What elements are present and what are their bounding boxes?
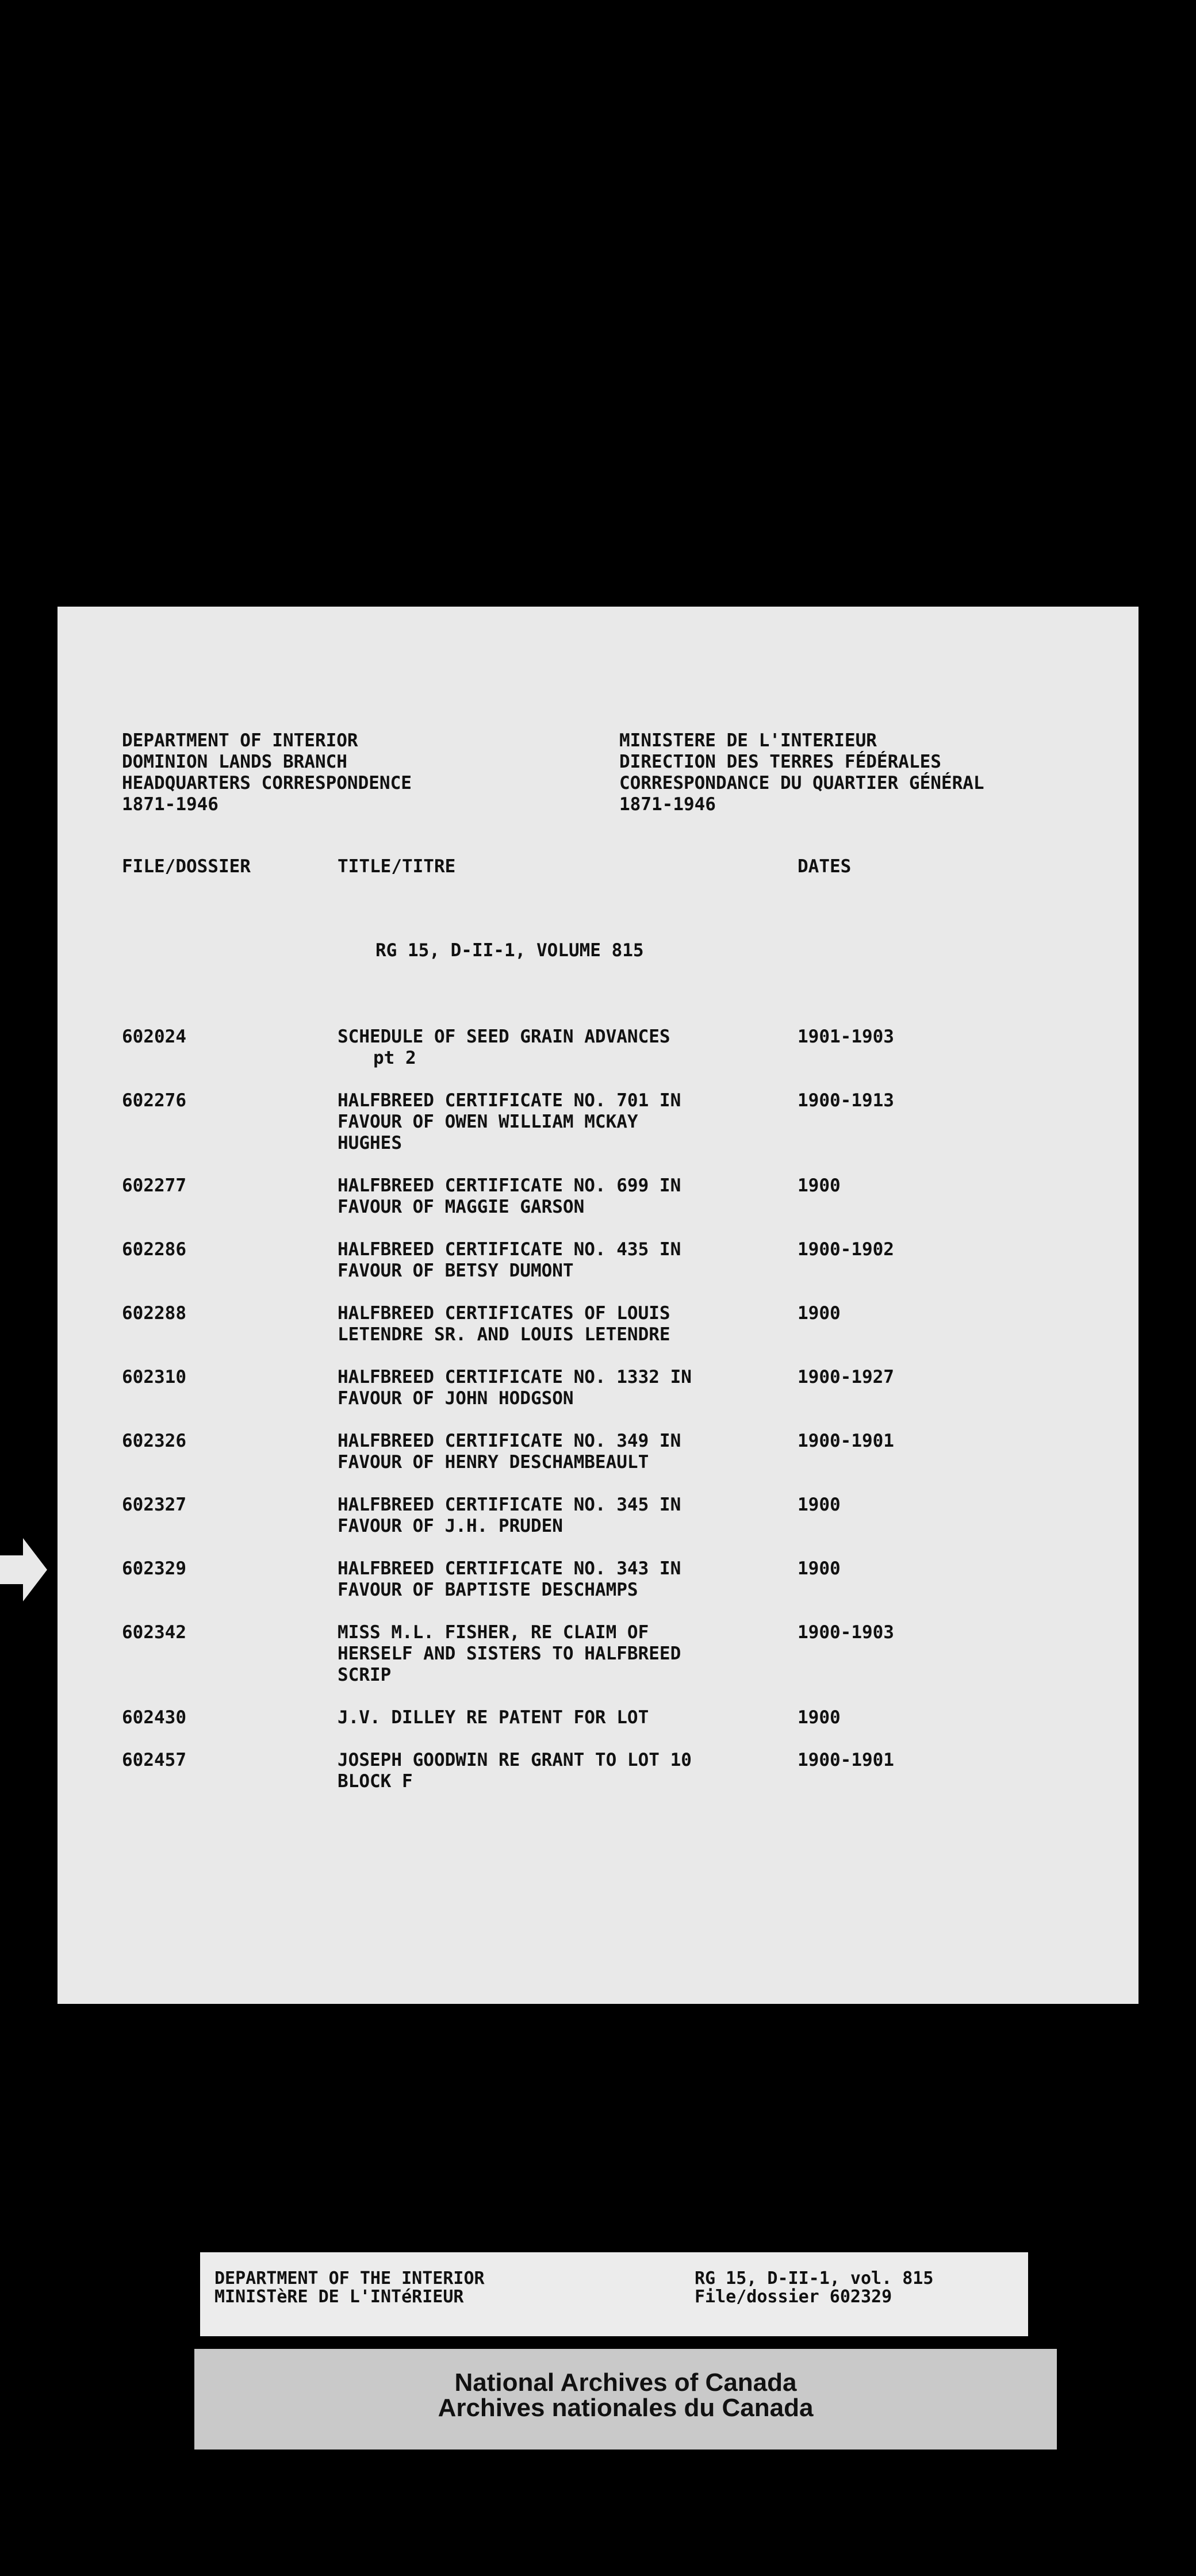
title-line: HUGHES xyxy=(338,1133,402,1153)
document-sheet xyxy=(57,607,1138,2004)
label-line: DEPARTMENT OF THE INTERIOR xyxy=(214,2268,485,2288)
file-title xyxy=(338,1558,786,1601)
column-header-title: TITLE/TITRE xyxy=(338,856,456,877)
header-french xyxy=(619,730,984,815)
title-line: HALFBREED CERTIFICATE NO. 345 IN xyxy=(338,1494,681,1515)
pointer-arrow-icon xyxy=(0,1538,47,1601)
archive-name-english: National Archives of Canada xyxy=(454,2368,797,2397)
title-line: FAVOUR OF BAPTISTE DESCHAMPS xyxy=(338,1580,638,1600)
title-line: pt 2 xyxy=(373,1048,416,1068)
file-number: 602310 xyxy=(122,1367,186,1387)
file-dates: 1900 xyxy=(798,1494,841,1515)
title-line: SCHEDULE OF SEED GRAIN ADVANCES xyxy=(338,1026,670,1047)
table-row xyxy=(57,1239,1138,1282)
label-line: MINISTèRE DE L'INTéRIEUR xyxy=(214,2287,464,2307)
title-line: HALFBREED CERTIFICATE NO. 701 IN xyxy=(338,1090,681,1111)
file-title xyxy=(338,1026,786,1069)
file-title xyxy=(338,1090,786,1154)
file-title xyxy=(338,1622,786,1686)
table-row xyxy=(57,1750,1138,1792)
column-header-file: FILE/DOSSIER xyxy=(122,856,251,877)
file-number: 602024 xyxy=(122,1026,186,1047)
title-line: HALFBREED CERTIFICATE NO. 1332 IN xyxy=(338,1367,692,1387)
file-title xyxy=(338,1303,786,1346)
file-number: 602327 xyxy=(122,1494,186,1515)
file-dates: 1901-1903 xyxy=(798,1026,894,1047)
title-line: HERSELF AND SISTERS TO HALFBREED xyxy=(338,1643,681,1664)
header-line: DIRECTION DES TERRES FÉDÉRALES xyxy=(619,752,941,772)
label-line: File/dossier 602329 xyxy=(695,2287,892,2307)
archive-banner xyxy=(194,2349,1057,2450)
title-line: FAVOUR OF OWEN WILLIAM MCKAY xyxy=(338,1111,638,1132)
header-line: 1871-1946 xyxy=(122,794,218,815)
archive-name-french: Archives nationales du Canada xyxy=(438,2394,814,2422)
title-line: LETENDRE SR. AND LOUIS LETENDRE xyxy=(338,1324,670,1345)
table-row xyxy=(57,1026,1138,1069)
title-line: FAVOUR OF HENRY DESCHAMBEAULT xyxy=(338,1452,649,1473)
file-number: 602326 xyxy=(122,1431,186,1451)
file-list xyxy=(57,1026,1138,1814)
header-english xyxy=(122,730,412,815)
file-number: 602286 xyxy=(122,1239,186,1260)
file-dates: 1900 xyxy=(798,1175,841,1196)
header-line: HEADQUARTERS CORRESPONDENCE xyxy=(122,773,412,793)
title-line: JOSEPH GOODWIN RE GRANT TO LOT 10 xyxy=(338,1750,692,1770)
file-title xyxy=(338,1367,786,1409)
header-line: DEPARTMENT OF INTERIOR xyxy=(122,730,358,751)
table-row xyxy=(57,1622,1138,1686)
file-dates: 1900-1927 xyxy=(798,1367,894,1387)
table-row xyxy=(57,1367,1138,1409)
header-line: CORRESPONDANCE DU QUARTIER GÉNÉRAL xyxy=(619,773,984,793)
file-dates: 1900 xyxy=(798,1303,841,1324)
file-dates: 1900-1903 xyxy=(798,1622,894,1643)
file-dates: 1900 xyxy=(798,1558,841,1579)
table-row xyxy=(57,1494,1138,1537)
table-row xyxy=(57,1431,1138,1473)
label-line: RG 15, D-II-1, vol. 815 xyxy=(695,2268,934,2288)
header-line: DOMINION LANDS BRANCH xyxy=(122,752,347,772)
file-dates: 1900-1901 xyxy=(798,1750,894,1770)
file-dates: 1900-1902 xyxy=(798,1239,894,1260)
title-line: FAVOUR OF BETSY DUMONT xyxy=(338,1260,574,1281)
column-header-dates: DATES xyxy=(798,856,852,877)
title-line: HALFBREED CERTIFICATES OF LOUIS xyxy=(338,1303,670,1324)
volume-heading: RG 15, D-II-1, VOLUME 815 xyxy=(375,940,644,961)
file-number: 602430 xyxy=(122,1707,186,1728)
title-line: HALFBREED CERTIFICATE NO. 349 IN xyxy=(338,1431,681,1451)
file-number: 602457 xyxy=(122,1750,186,1770)
microfilm-label xyxy=(200,2252,1028,2336)
file-number: 602288 xyxy=(122,1303,186,1324)
file-dates: 1900-1913 xyxy=(798,1090,894,1111)
header-line: MINISTERE DE L'INTERIEUR xyxy=(619,730,877,751)
header-line: 1871-1946 xyxy=(619,794,716,815)
file-number: 602342 xyxy=(122,1622,186,1643)
label-department xyxy=(214,2270,485,2306)
table-row xyxy=(57,1558,1138,1601)
table-row xyxy=(57,1303,1138,1346)
file-number: 602276 xyxy=(122,1090,186,1111)
file-title xyxy=(338,1707,786,1728)
table-row xyxy=(57,1175,1138,1218)
title-line: BLOCK F xyxy=(338,1771,413,1792)
title-line: FAVOUR OF J.H. PRUDEN xyxy=(338,1516,563,1536)
title-line: SCRIP xyxy=(338,1665,392,1685)
title-line: HALFBREED CERTIFICATE NO. 435 IN xyxy=(338,1239,681,1260)
title-line: MISS M.L. FISHER, RE CLAIM OF xyxy=(338,1622,649,1643)
title-line: FAVOUR OF JOHN HODGSON xyxy=(338,1388,574,1409)
file-number: 602277 xyxy=(122,1175,186,1196)
file-title xyxy=(338,1750,786,1792)
title-line: J.V. DILLEY RE PATENT FOR LOT xyxy=(338,1707,649,1728)
label-reference xyxy=(695,2270,933,2306)
title-line: FAVOUR OF MAGGIE GARSON xyxy=(338,1197,585,1217)
file-title xyxy=(338,1175,786,1218)
title-line: HALFBREED CERTIFICATE NO. 343 IN xyxy=(338,1558,681,1579)
file-number: 602329 xyxy=(122,1558,186,1579)
file-title xyxy=(338,1494,786,1537)
table-row xyxy=(57,1090,1138,1154)
file-dates: 1900-1901 xyxy=(798,1431,894,1451)
table-row xyxy=(57,1707,1138,1728)
title-line: HALFBREED CERTIFICATE NO. 699 IN xyxy=(338,1175,681,1196)
file-title xyxy=(338,1431,786,1473)
file-dates: 1900 xyxy=(798,1707,841,1728)
file-title xyxy=(338,1239,786,1282)
